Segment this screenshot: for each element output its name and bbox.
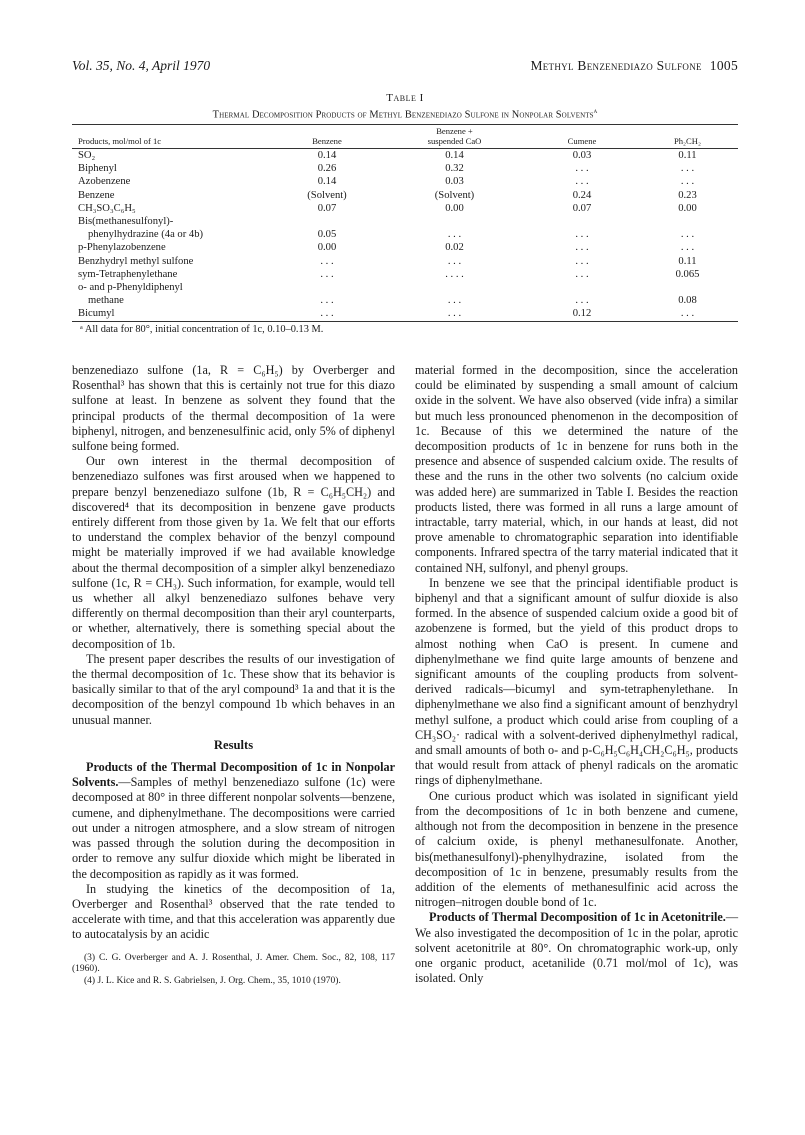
cell-benzene-cao: . . . [447,229,462,241]
table-header-row [72,125,738,149]
cell-benzene: (Solvent) [307,189,347,201]
cell-benzene: 0.14 [317,150,337,161]
cell-ph2ch2: . . . [680,229,695,241]
table-row [72,294,738,307]
journal-volume-issue: Vol. 35, No. 4, April 1970 [72,58,211,73]
short-title-text: Methyl Benzenediazo Sulfone [530,58,702,73]
cell-cumene: 0.03 [572,150,592,161]
cell-cumene [527,281,637,294]
cell-cumene: . . . [575,242,589,254]
cell-benzene: . . . [272,307,382,321]
table-caption-footnote-mark: a [593,107,598,115]
table-row [72,281,738,294]
paragraph [72,760,395,882]
cell-benzene-cao: 0.03 [445,176,464,188]
cell-benzene-cao: . . . . [445,268,464,280]
cell-benzene [272,215,382,228]
table-caption-text: Thermal Decomposition Products of Methyl Benzenediazo Sulfone in Nonpolar Solvents [212,109,594,121]
cell-ph2ch2 [637,215,738,228]
cell-product: p-Phenylazobenzene [78,242,166,254]
table-row [72,241,738,254]
cell-ph2ch2: . . . [637,307,738,321]
table-row [72,307,738,321]
cell-product: o- and p-Phenyldiphenyl [78,282,183,294]
table-body [72,149,738,322]
table-caption [72,107,738,121]
cell-product: methane [88,295,124,307]
cell-cumene: . . . [575,176,589,188]
table-row [72,175,738,188]
table-row [72,268,738,281]
cell-cumene: 0.12 [527,307,637,321]
cell-benzene-cao: 0.14 [445,150,464,161]
run-in-heading: Products of the Thermal Decomposition of 1c in Nonpolar Solvents. [72,760,395,790]
cell-benzene: 0.00 [317,242,337,254]
header-benzene-cao-line1: Benzene + [436,126,473,136]
cell-ph2ch2: . . . [680,176,695,188]
paragraph: material formed in the decomposition, since the acceleration could be eliminated by suspending a small amount of calcium oxide in the solvent. We have also observed (vide infra) a similar but much less pronounced phenomenon in the decomposition of 1c. Because of this we determined the nature of the decomposition products of 1c in benzene for runs both in the presence and absence of suspended calcium oxide. The results of these and the runs in the other two solvents (no calcium oxide was added here) are summarized in Table I. Besides the reaction products listed, there was formed in all runs a large amount of intractable, tarry material, which, in our hands at least, did not prove amenable to chromatographic separation into identifiable components. Infrared spectra of the tarry material indicated that it contained NH, sulfonyl, and phenyl groups. [415,363,738,575]
cell-benzene-cao: . . . [382,307,527,321]
cell-benzene-cao: 0.32 [445,163,464,175]
cell-benzene-cao: (Solvent) [434,189,475,201]
section-heading-results: Results [213,737,254,752]
paragraph: benzenediazo sulfone (1a, R = C₆H₅) by Overberger and Rosenthal³ has shown that this is certainly not true for this diazo sulfone at least. In benzene as solvent they found that the principal products of the thermal decomposition of 1a were biphenyl, nitrogen, and benzenesulfinic acid, only 5% of diphenyl sulfone being formed. [72,363,395,454]
body-text [72,363,738,987]
header-ph2ch2: Ph₂CH₂ [637,125,738,149]
cell-cumene: . . . [575,229,589,241]
cell-product: Biphenyl [78,163,117,175]
cell-benzene: 0.05 [317,229,337,241]
cell-cumene: . . . [575,255,589,267]
cell-benzene: . . . [320,255,334,267]
cell-ph2ch2: 0.08 [678,295,697,307]
paragraph [415,910,738,986]
header-benzene-cao-line2: suspended CaO [427,136,482,146]
cell-benzene-cao [382,215,527,228]
cell-ph2ch2 [637,281,738,294]
cell-benzene-cao: . . . [447,295,462,307]
right-column [415,363,738,987]
cell-cumene: . . . [575,295,589,307]
cell-product: Benzhydryl methyl sulfone [78,255,194,267]
cell-benzene [272,281,382,294]
cell-benzene: 0.14 [317,176,337,188]
table-row [72,162,738,175]
table-row [72,202,738,215]
table-row [72,149,738,163]
cell-benzene-cao [382,281,527,294]
cell-ph2ch2: 0.23 [678,189,697,201]
paragraph: In studying the kinetics of the decomposition of 1a, Overberger and Rosenthal³ observed that the rate tended to accelerate with time, and that this acceleration was apparently due to autocatalysis by an acidic [72,881,395,942]
footnote-4: (4) J. L. Kice and R. S. Gabrielsen, J. Org. Chem., 35, 1010 (1970). [84,975,341,986]
cell-benzene-cao: 0.02 [445,242,464,254]
cell-product: Bicumyl [72,307,272,321]
left-column [72,363,395,987]
footnote-3: (3) C. G. Overberger and A. J. Rosenthal, J. Amer. Chem. Soc., 82, 108, 117 (1960). [72,952,395,975]
header-benzene-cao [382,125,527,149]
table-row [72,189,738,202]
run-in-heading: Products of Thermal Decomposition of 1c in Acetonitrile. [429,910,726,925]
cell-ph2ch2: 0.00 [678,202,697,214]
table-row [72,215,738,228]
paragraph-text: —Samples of methyl benzenediazo sulfone (1c) were decomposed at 80° in three different nonpolar solvents—benzene, cumene, and diphenylmethane. The decompositions were carried out under a nitrogen atmosphere, and a slow stream of nitrogen was passed through the solution during the decomposition in order to remove any sulfur dioxide which might be liberated in the decomposition as rapidly as it was formed. [72,775,395,881]
cell-cumene: 0.07 [572,202,592,214]
cell-cumene: . . . [575,163,589,175]
article-short-title [530,58,738,74]
cell-ph2ch2: . . . [680,163,695,175]
paragraph-text: —We also investigated the decomposition of 1c in the polar, aprotic solvent acetonitrile at 80°. On chromatographic work-up, only one organic product, acetanilide (0.71 mol/mol of 1c), was isolated. Only [415,910,738,986]
cell-cumene: 0.24 [572,189,592,201]
cell-ph2ch2: . . . [680,242,695,254]
cell-cumene [527,215,637,228]
running-head [72,58,738,80]
page-number: 1005 [709,58,738,73]
cell-product: CH₃SO₃C₆H₅ [78,202,136,214]
cell-product: Azobenzene [78,176,131,188]
cell-product: SO₂ [78,150,96,161]
table-row [72,255,738,268]
paragraph: Our own interest in the thermal decomposition of benzenediazo sulfones was first aroused when we happened to prepare benzyl benzenediazo sulfone (1b, R = C₆H₅CH₂) and discovered⁴ that its decomposition in benzene gave products entirely different from those given by 1a. We felt that our efforts to understand the complex behavior of the benzyl compound might be materially improved if we had available knowledge about the thermal decomposition of a simpler alkyl benzenediazo sulfone (1c, R = CH₃). Such information, for example, would tell us whether all alkyl benzenediazo sulfones behave very differently on thermal decomposition than their aryl counterparts, or whether, alternatively, there is something special about the decomposition of 1b. [72,454,395,651]
cell-product: phenylhydrazine (4a or 4b) [88,229,204,241]
table-footnote: ᵃ All data for 80°, initial concentration of 1c, 0.10–0.13 M. [80,323,324,335]
header-product: Products, mol/mol of 1c [72,125,272,149]
table-1 [72,92,738,338]
table-row [72,228,738,241]
header-cumene: Cumene [527,125,637,149]
paragraph: One curious product which was isolated in significant yield from the decompositions of 1c in both benzene and cumene, although not from the decomposition in benzene in the presence of calcium oxide, is phenyl methanesulfonate. Another, bis(methanesulfonyl)-phenylhydrazine, isolated from the decomposition of 1c in benzene, presumably results from the addition of the elements of methanesulfinic acid across the nitrogen–nitrogen double bond of 1c. [415,788,738,910]
cell-benzene: 0.07 [317,202,337,214]
cell-cumene: . . . [575,268,589,280]
products-table [72,124,738,322]
cell-product: Bis(methanesulfonyl)- [78,216,174,228]
cell-benzene: . . . [320,295,334,307]
header-benzene: Benzene [272,125,382,149]
cell-benzene-cao: 0.00 [445,202,464,214]
cell-product: sym-Tetraphenylethane [78,268,178,280]
cell-benzene: . . . [320,268,334,280]
table-label: Table I [386,92,424,104]
cell-product: Benzene [78,189,115,201]
paragraph: In benzene we see that the principal identifiable product is biphenyl and that a significant amount of sulfur dioxide is also formed. In the absence of suspended calcium oxide a good bit of azobenzene is formed, but the yield of this product drops to almost nothing when CaO is present. In cumene and diphenylmethane we find quite large amounts of benzene and significant amounts of the coupling products from solvent-derived radicals—bicumyl and sym-tetraphenylethane. In diphenylmethane we also find a significant amount of benzhydryl methyl sulfone, a product which could arise from coupling of a CH₃SO₂· radical with a solvent-derived diphenylmethyl radical, and small amounts of both o- and p-C₆H₅C₆H₄CH₂C₆H₅, products that would result from attack of phenyl radicals on the aromatic rings of diphenylmethane. [415,575,738,788]
footnotes [72,953,395,988]
cell-ph2ch2: 0.11 [678,150,697,161]
cell-ph2ch2: 0.065 [675,268,700,280]
cell-ph2ch2: 0.11 [678,255,697,267]
journal-page [72,58,738,986]
cell-benzene: 0.26 [317,163,337,175]
paragraph: The present paper describes the results of our investigation of the thermal decomposition of 1c. These show that its behavior is basically similar to that of the aryl compound³ 1a and that it is the decomposition of the benzyl compound 1b which behaves in an unusual manner. [72,651,395,727]
cell-benzene-cao: . . . [447,255,462,267]
